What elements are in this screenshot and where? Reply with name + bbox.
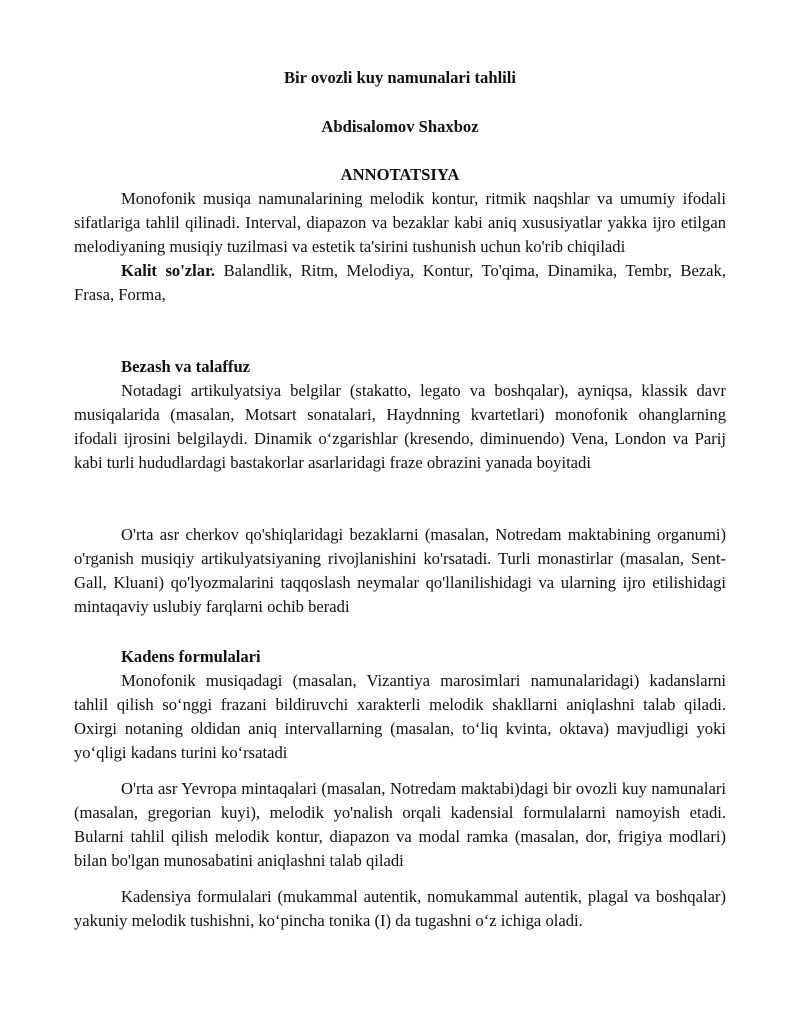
section-heading-articulation: Bezash va talaffuz — [121, 357, 251, 376]
keywords-paragraph — [74, 259, 726, 307]
keywords-text: Balandlik, Ritm, Melodiya, Kontur, To'qima, Dinamika, Tembr, Bezak, Frasa, Forma, — [74, 261, 726, 304]
annotation-heading: ANNOTATSIYA — [340, 165, 460, 184]
keywords-label: Kalit so'zlar. — [121, 261, 216, 280]
section-paragraph: O'rta asr cherkov qo'shiqlaridagi bezaklarni (masalan, Notredam maktabining organumi) o'rganish musiqiy artikulyatsiyaning rivojlanishini ko'rsatadi. Turli monastirlar (masalan, Sent-Gall, Kluani) qo'lyozmalarini taqqoslash neymalar qo'llanilishidagi va ularning ijro etilishidagi mintaqaviy uslubiy farqlarni ochib beradi — [74, 525, 726, 616]
section-paragraph: O'rta asr Yevropa mintaqalari (masalan, Notredam maktabi)dagi bir ovozli kuy namunalari (masalan, gregorian kuyi), melodik yo'nalish orqali kadensial formulalarni namoyish etadi. Bularni tahlil qilish melodik kontur, diapazon va modal ramka (masalan, dor, frigiya modlari) bilan bo'lgan munosabatini aniqlashni talab qiladi — [74, 779, 726, 870]
annotation-text: Monofonik musiqa namunalarining melodik kontur, ritmik naqshlar va umumiy ifodali sifatlariga tahlil qilinadi. Interval, diapazon va bezaklar kabi aniq xususiyatlar yakka ijro etilgan melodiyaning musiqiy tuzilmasi va estetik ta'sirini tushunish uchun ko'rib chiqiladi — [74, 189, 726, 256]
author-name: Abdisalomov Shaxboz — [321, 117, 479, 136]
paper-title: Bir ovozli kuy namunalari tahlili — [283, 68, 517, 87]
section-paragraph: Kadensiya formulalari (mukammal autentik, nomukammal autentik, plagal va boshqalar) yakuniy melodik tushishni, ko‘pincha tonika (I) da tugashni o‘z ichiga oladi. — [74, 887, 726, 930]
section-paragraph: Notadagi artikulyatsiya belgilar (stakatto, legato va boshqalar), ayniqsa, klassik davr musiqalarida (masalan, Motsart sonatalari, Haydnning kvartetlari) monofonik ohanglarning ifodali ijrosini belgilaydi. Dinamik o‘zgarishlar (kresendo, diminuendo) Vena, London va Parij kabi turli hududlardagi bastakorlar asarlaridagi fraze obrazini yanada boyitadi — [74, 381, 726, 472]
document-page — [74, 66, 726, 933]
section-heading-cadence: Kadens formulalari — [121, 647, 261, 666]
section-paragraph: Monofonik musiqadagi (masalan, Vizantiya marosimlari namunalaridagi) kadanslarni tahlil qilish so‘nggi frazani bildiruvchi xarakterli melodik shakllarni aniqlashni talab qiladi. Oxirgi notaning oldidan aniq intervallarning (masalan, to‘liq kvinta, oktava) mavjudligi yoki yo‘qligi kadans turini ko‘rsatadi — [74, 671, 726, 762]
